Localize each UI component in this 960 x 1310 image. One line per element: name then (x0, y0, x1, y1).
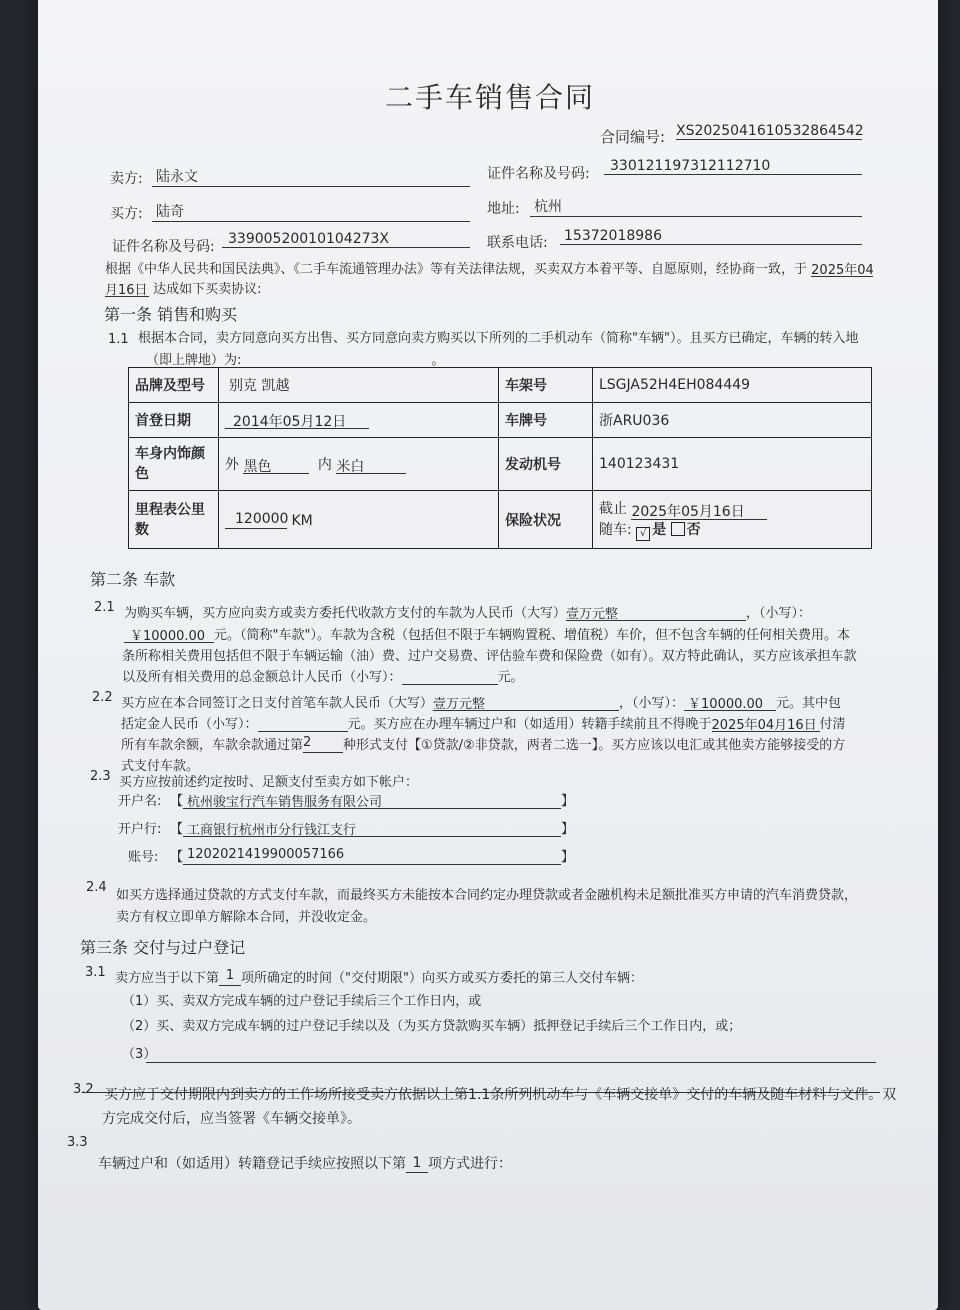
engine-value: 140123431 (593, 438, 872, 491)
seller-id-value: 330121197312112710 (604, 158, 862, 175)
clause-2-1-line1: 为购买车辆，买方应向卖方或卖方委托代收款方支付的车款为人民币（大写）壹万元整 ，（小写）： (124, 602, 811, 621)
clause-2-4-no: 2.4 (86, 880, 107, 895)
article-3-title: 第三条 交付与过户登记 (80, 938, 246, 957)
plate-label: 车牌号 (499, 403, 593, 438)
document-title: 二手车销售合同 (385, 81, 596, 114)
buyer-name: 陆奇 (152, 201, 470, 222)
bank-value: 工商银行杭州市分行钱江支行 (183, 819, 561, 837)
clause-3-3-line1: 车辆过户和（如适用）转籍登记手续应按照以下第 1 项方式进行： (98, 1155, 512, 1172)
mileage-value: 120000 KM (219, 491, 499, 549)
clause-3-3-no: 3.3 (67, 1135, 88, 1150)
phone-label: 联系电话: (487, 235, 548, 251)
table-row (129, 438, 872, 491)
mileage-label: 里程表公里数 (129, 491, 219, 549)
account-no-row: 账号: 【 1202021419900057166 】 (128, 847, 575, 865)
c31-item: 1 (219, 968, 241, 986)
c21-caps-amount: 壹万元整 (566, 603, 746, 621)
color-label: 车身内饰颜色 (129, 438, 219, 491)
plate-location-field (250, 350, 432, 368)
contract-no-label: 合同编号: (600, 128, 666, 146)
contract-no-value: XS2025041610532864542 (676, 123, 864, 139)
brand-value: 别克 凯越 (219, 368, 499, 403)
address-label: 地址: (487, 201, 520, 217)
vin-value: LSGJA52H4EH084449 (593, 368, 872, 403)
seller-id-label: 证件名称及号码: (487, 166, 590, 182)
clause-3-2-line1: 买方应于交付期限内到卖方的工作场所接受卖方依据以上第1.1条所列机动车与《车辆交接单》交付的车辆及随车材料与文件。双 (104, 1087, 897, 1103)
clause-2-3-no: 2.3 (90, 769, 111, 784)
clause-3-1-option2: （2）买、卖双方完成车辆的过户登记手续以及（为买方贷款购买车辆）抵押登记手续后三个工作日内，或； (122, 1019, 742, 1034)
c33-item: 1 (406, 1155, 428, 1173)
buyer-label: 买方: (110, 206, 143, 222)
insurance-yes-checkbox[interactable]: √ (636, 527, 650, 541)
clause-2-4-line2: 卖方有权立即单方解除本合同，并没收定金。 (116, 910, 377, 925)
account-no-value: 1202021419900057166 (183, 847, 561, 865)
preamble-line1: 根据《中华人民共和国民法典》、《二手车流通管理办法》等有关法律法规，买卖双方本着平等、自愿原则，经协商一致，于 2025年04 (105, 258, 873, 277)
engine-label: 发动机号 (499, 438, 593, 491)
clause-2-2-line2: 括定金人民币（小写）： 元。买方应在办理车辆过户和（如适用）转籍手续前且不得晚于2025年04月16日 付清 (121, 713, 846, 732)
reg-date-label: 首登日期 (129, 403, 219, 438)
account-name-value: 杭州骏宝行汽车销售服务有限公司 (183, 791, 561, 809)
clause-3-1-no: 3.1 (85, 965, 106, 980)
clause-3-2-no: 3.2 (73, 1082, 94, 1097)
clause-3-1-option1: （1）买、卖双方完成车辆的过户登记手续后三个工作日内，或 (122, 994, 482, 1009)
clause-1-1-line1: 根据本合同，卖方同意向买方出售、买方同意向卖方购买以下所列的二手机动车（简称"车辆"）。且买方已确定，车辆的转入地 (138, 331, 859, 346)
clause-1-1-line2: （即上牌地）为: 。 (146, 349, 445, 368)
clause-2-1-no: 2.1 (94, 600, 115, 615)
color-out: 黑色 (243, 456, 309, 474)
table-row (129, 368, 872, 403)
color-value: 外 黑色 内 米白 (219, 438, 499, 491)
c22-method: 2 (303, 735, 343, 753)
clause-2-4-line1: 如买方选择通过贷款的方式支付车款，而最终买方未能按本合同约定办理贷款或者金融机构未足额批准买方申请的汽车消费贷款， (116, 888, 858, 903)
clause-2-1-line4: 以及所有相关费用的总金额总计人民币（小写）： 元。 (122, 666, 524, 685)
clause-3-2-line2: 方完成交付后，应当签署《车辆交接单》。 (102, 1111, 361, 1127)
preamble-date-a: 2025年04 (811, 259, 873, 277)
c22-deposit-field (258, 714, 348, 732)
option3-blank-line (146, 1062, 876, 1063)
vin-label: 车架号 (499, 368, 593, 403)
article-2-title: 第二条 车款 (90, 570, 176, 589)
c22-caps-amount: 壹万元整 (433, 693, 619, 711)
color-in: 米白 (336, 456, 406, 474)
insurance-no-checkbox[interactable] (671, 522, 685, 536)
article-1-title: 第一条 销售和购买 (104, 305, 238, 324)
clause-2-1-line3: 条所称相关费用包括但不限于车辆运输（油）费、过户交易费、评估验车费和保险费（如有）。双方特此确认，买方应该承担车款 (122, 649, 857, 664)
c22-date: 2025年04月16日 (712, 714, 820, 732)
clause-1-1-no: 1.1 (108, 332, 129, 347)
seller-label: 卖方: (110, 171, 143, 187)
c21-total-field (402, 667, 498, 685)
table-row (129, 403, 872, 438)
buyer-id-label: 证件名称及号码: (112, 239, 215, 255)
brand-label: 品牌及型号 (129, 368, 219, 403)
clause-2-2-line1: 买方应在本合同签订之日支付首笔车款人民币（大写）壹万元整 ，（小写）： ￥10000.00 元。其中包 (121, 692, 841, 711)
insurance-label: 保险状况 (499, 491, 593, 549)
clause-2-1-line2: ￥10000.00 元。（简称"车款"）。车款为含税（包括但不限于车辆购置税、增值税）车价，但不包含车辆的任何相关费用。本 (124, 624, 850, 643)
clause-2-3-line1: 买方应按前述约定按时、足额支付至卖方如下帐户： (119, 775, 419, 790)
clause-3-1-option3: （3） (122, 1047, 157, 1062)
vehicle-table (128, 367, 872, 549)
address-value: 杭州 (530, 196, 862, 217)
table-row (129, 491, 872, 549)
clause-2-2-line4: 式支付车款。 (121, 759, 200, 774)
preamble-date-b: 月16日 (105, 279, 149, 297)
reg-date-value: 2014年05月12日 (219, 403, 499, 438)
plate-value: 浙ARU036 (593, 403, 872, 438)
clause-2-2-no: 2.2 (92, 690, 113, 705)
seller-name: 陆永文 (152, 166, 470, 187)
insurance-value: 截止 2025年05月16日 随车: √ 是 否 (593, 491, 872, 549)
clause-2-2-line3: 所有车款余额，车款余款通过第2 种形式支付【①贷款/②非贷款，两者二选一】。买方应该以电汇或其他卖方能够接受的方 (121, 735, 846, 753)
clause-3-1-line1: 卖方应当于以下第 1 项所确定的时间（"交付期限"）向买方或买方委托的第三人交付车辆： (115, 968, 643, 986)
bank-row: 开户行: 【 工商银行杭州市分行钱江支行 】 (118, 818, 574, 837)
phone-value: 15372018986 (560, 228, 862, 245)
preamble-line2: 月16日 达成如下买卖协议: (105, 278, 262, 297)
buyer-id-value: 33900520010104273X (222, 231, 470, 248)
account-name-row: 开户名: 【 杭州骏宝行汽车销售服务有限公司 】 (118, 790, 574, 809)
insurance-until: 2025年05月16日 (631, 502, 767, 520)
c22-amount: ￥10000.00 (684, 693, 776, 711)
c21-amount: ￥10000.00 (124, 625, 214, 643)
